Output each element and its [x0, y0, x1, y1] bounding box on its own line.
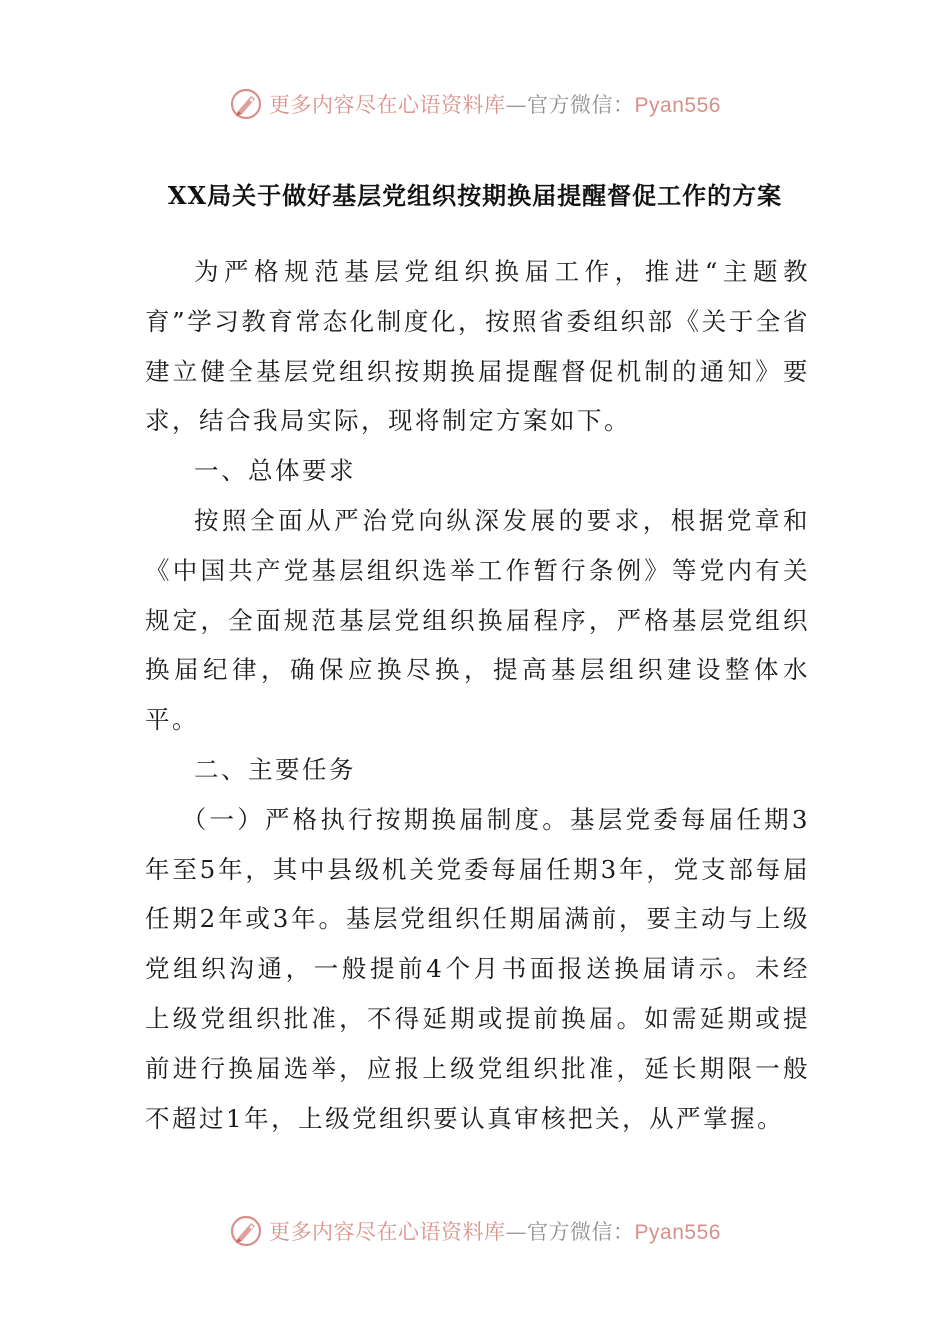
banner-wechat-id: Pyan556 — [634, 94, 721, 117]
banner-wechat-id: Pyan556 — [634, 1221, 721, 1244]
banner-label: 官方微信： — [527, 1220, 635, 1244]
pen-nib-logo-icon — [229, 1214, 263, 1248]
banner-brand: 更多内容尽在心语资料库 — [269, 93, 506, 117]
banner-separator: — — [505, 93, 528, 117]
banner-label: 官方微信： — [527, 93, 635, 117]
banner-text — [269, 89, 721, 119]
paragraph-task-1: （一）严格执行按期换届制度。基层党委每届任期3年至5年，其中县级机关党委每届任期3年，党支部每届任期2年或3年。基层党组织任期届满前，要主动与上级党组织沟通，一般提前4个月书面报送换届请示。未经上级党组织批准，不得延期或提前换届。如需延期或提前进行换届选举，应报上级党组织批准，延长期限一般不超过1年，上级党组织要认真审核把关，从严掌握。 — [145, 804, 810, 1133]
header-banner[interactable] — [0, 84, 950, 124]
banner-separator: — — [505, 1220, 528, 1244]
pen-nib-logo-icon — [229, 87, 263, 121]
banner-brand: 更多内容尽在心语资料库 — [269, 1220, 506, 1244]
paragraph-intro: 为严格规范基层党组织换届工作，推进“主题教育”学习教育常态化制度化，按照省委组织部《关于全省建立健全基层党组织按期换届提醒督促机制的通知》要求，结合我局实际，现将制定方案如下。 — [145, 257, 810, 436]
section-heading-2: 二、主要任务 — [194, 754, 356, 784]
paragraph-general-requirements: 按照全面从严治党向纵深发展的要求，根据党章和《中国共产党基层组织选举工作暂行条例》等党内有关规定，全面规范基层党组织换届程序，严格基层党组织换届纪律，确保应换尽换，提高基层组织建设整体水平。 — [145, 505, 810, 735]
section-heading-1: 一、总体要求 — [194, 456, 356, 486]
document-title: XX局关于做好基层党组织按期换届提醒督促工作的方案 — [167, 181, 783, 210]
banner-text — [269, 1216, 721, 1246]
footer-banner[interactable] — [0, 1211, 950, 1251]
document-body — [145, 247, 810, 1143]
